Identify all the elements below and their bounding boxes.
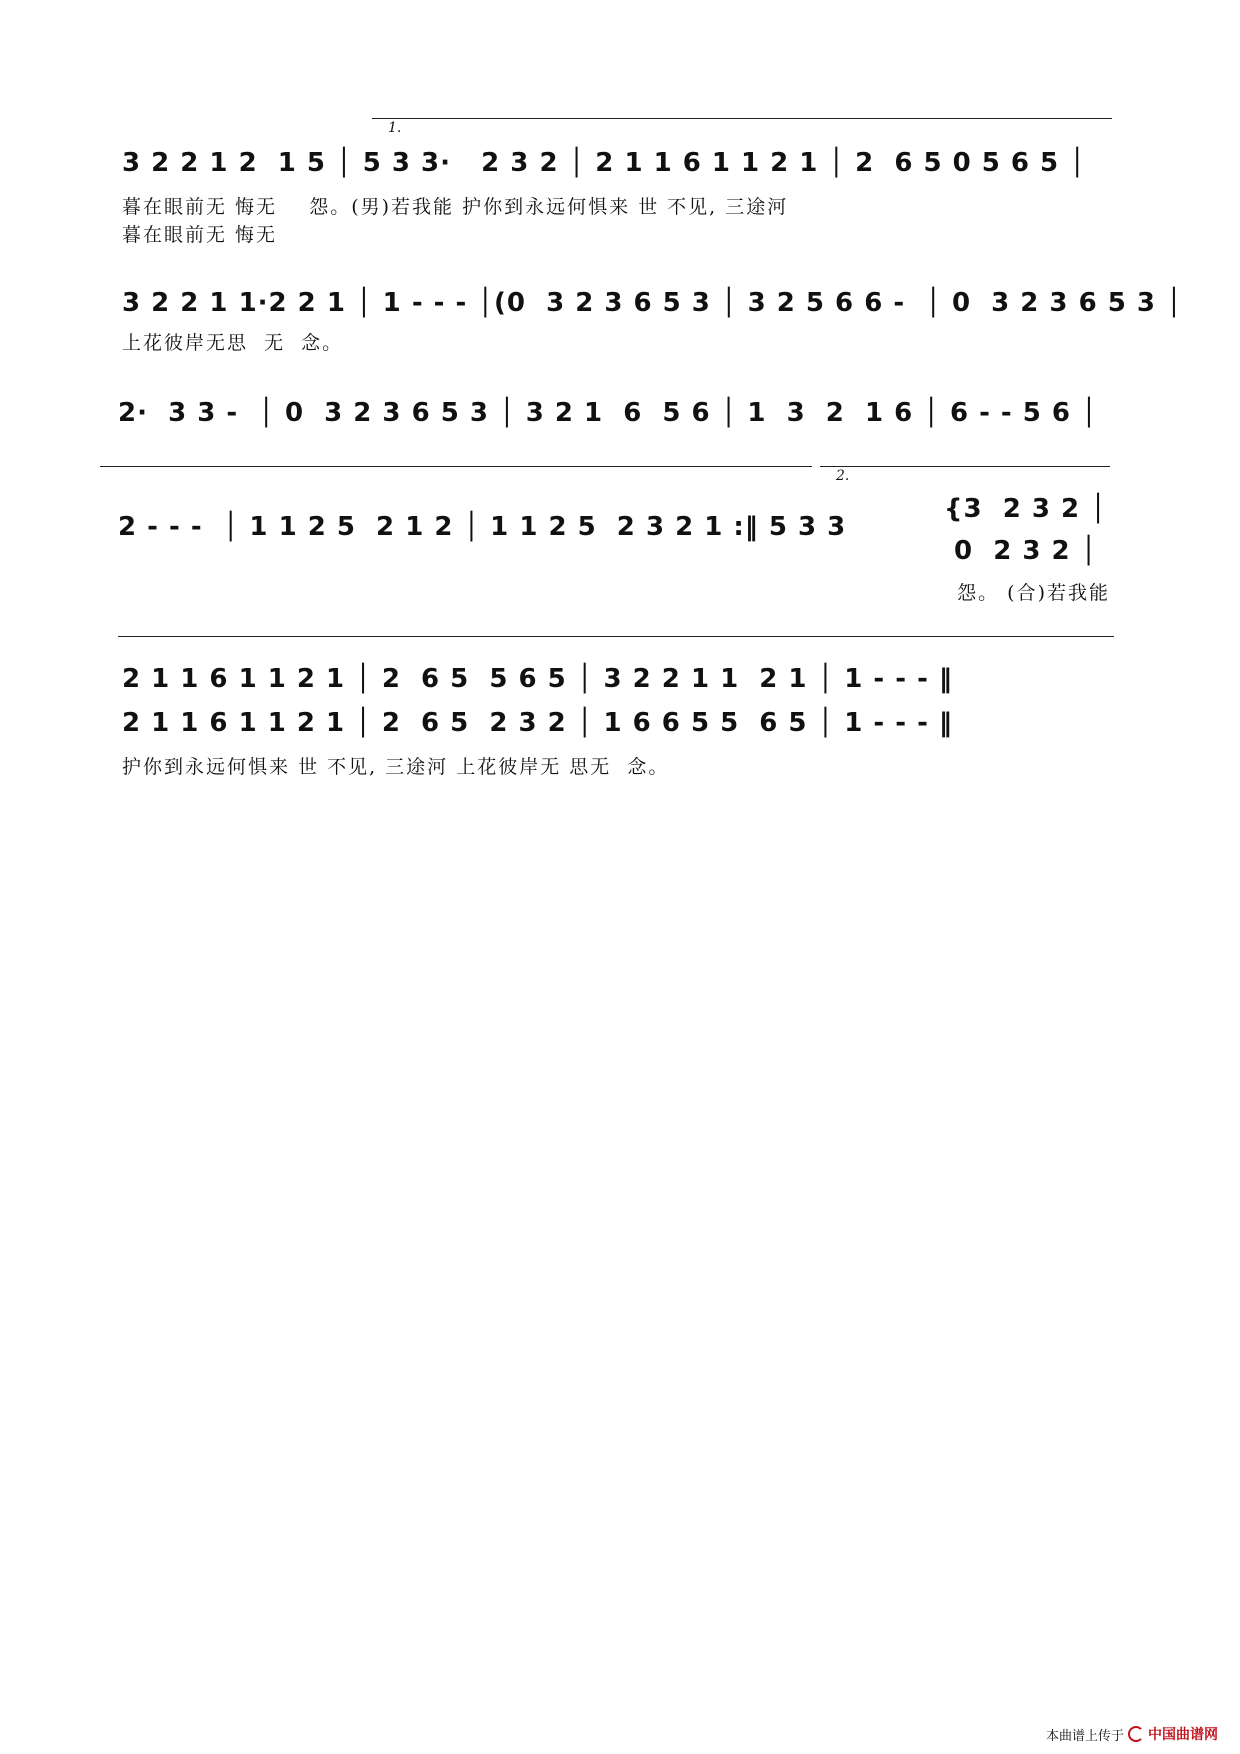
lyric-line-2: 上花彼岸无思 无 念。 bbox=[122, 332, 344, 354]
notation-line-5-upper: 2 1 1 6 1 1 2 1 │ 2 6 5 5 6 5 │ 3 2 2 1 1 2 1 │ 1 - - - ‖ bbox=[122, 664, 953, 694]
volta-line-1-end bbox=[100, 466, 812, 467]
notation-line-3: 2· 3 3 - │ 0 3 2 3 6 5 3 │ 3 2 1 6 5 6 │ 1 3 2 1 6 │ 6 - - 5 6 │ bbox=[118, 398, 1098, 428]
notation-line-1: 3 2 2 1 2 1 5 │ 5 3 3· 2 3 2 │ 2 1 1 6 1 1 2 1 │ 2 6 5 0 5 6 5 │ bbox=[122, 148, 1086, 178]
footer-text: 本曲谱上传于 bbox=[1045, 1727, 1124, 1743]
volta-line-1 bbox=[372, 118, 1112, 119]
lyric-line-1a: 暮在眼前无 悔无 怨。(男)若我能 护你到永远何惧来 世 不见, 三途河 bbox=[122, 196, 789, 218]
footer-credit bbox=[1046, 1724, 1218, 1744]
notation-line-5-lower: 2 1 1 6 1 1 2 1 │ 2 6 5 2 3 2 │ 1 6 6 5 5 6 5 │ 1 - - - ‖ bbox=[122, 708, 953, 738]
notation-line-4-lower: 0 2 3 2 │ bbox=[944, 536, 1098, 566]
lyric-line-4: 怨。 (合)若我能 bbox=[957, 582, 1110, 604]
notation-line-2: 3 2 2 1 1·2 2 1 │ 1 - - - │(0 3 2 3 6 5 3 │ 3 2 5 6 6 - │ 0 3 2 3 6 5 3 │ bbox=[122, 288, 1183, 318]
notation-line-4-upper: {3 2 3 2 │ bbox=[944, 494, 1107, 524]
site-logo-icon bbox=[1128, 1726, 1144, 1742]
volta-line-2 bbox=[820, 466, 1110, 467]
lyric-line-5: 护你到永远何惧来 世 不见, 三途河 上花彼岸无 思无 念。 bbox=[122, 756, 670, 778]
lyric-line-1b: 暮在眼前无 悔无 bbox=[122, 224, 278, 246]
notation-line-4: 2 - - - │ 1 1 2 5 2 1 2 │ 1 1 2 5 2 3 2 1 :‖ 5 3 3 bbox=[118, 512, 857, 542]
top-rule-5 bbox=[118, 636, 1114, 637]
volta-label-2: 2. bbox=[836, 468, 850, 484]
site-logo-text: 中国曲谱网 bbox=[1148, 1726, 1218, 1742]
volta-label-1: 1. bbox=[388, 120, 402, 136]
